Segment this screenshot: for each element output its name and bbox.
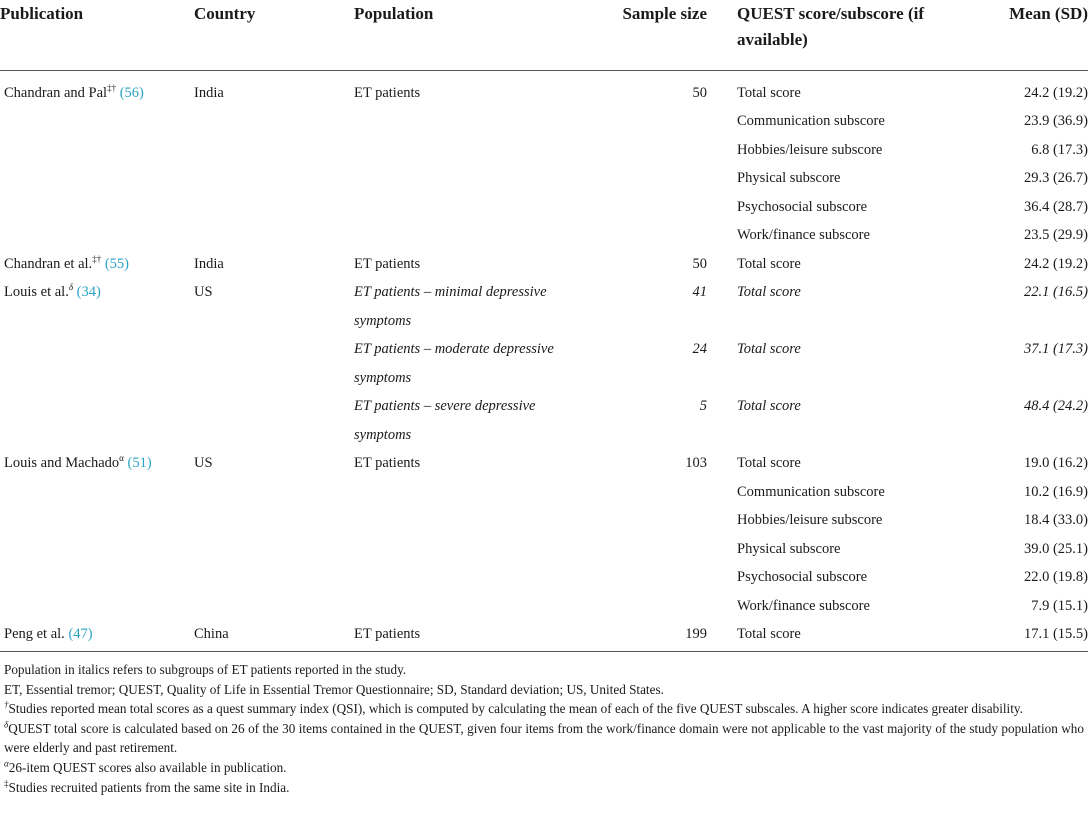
mean-cell: 24.2 (19.2) (1023, 255, 1088, 272)
table-row (0, 563, 1088, 592)
mean-cell: 22.0 (19.8) (1023, 569, 1088, 585)
mean-cell: 7.9 (15.1) (1031, 597, 1088, 614)
table-row (0, 136, 1088, 165)
sample-size-cell: 24 (692, 341, 707, 357)
mean-cell: 22.1 (16.5) (1023, 284, 1088, 300)
publication-cell: Peng et al. (47) (4, 626, 93, 642)
footnote: $^\delta$QUEST total score is calculated based on 26 of the 30 items contained in the QUEST, given four items from the work/finance domain were not applicable to the vast majority of the study population who were elderly and past retirement. (4, 719, 1084, 756)
header-sample-size: Sample size (622, 4, 707, 23)
citation-link[interactable]: (55) (104, 255, 129, 272)
score-cell: Hobbies/leisure subscore (737, 141, 883, 158)
sample-size-cell: 50 (692, 255, 707, 272)
country-cell: India (194, 84, 224, 101)
country-cell: India (194, 255, 224, 272)
country-cell: US (194, 284, 213, 300)
score-cell: Total score (737, 84, 801, 101)
mean-cell: 48.4 (24.2) (1023, 398, 1088, 414)
mean-cell: 17.1 (15.5) (1023, 626, 1088, 642)
publication-cell: Louis and Machado$^\alpha$ (51) (4, 453, 152, 471)
score-cell: Psychosocial subscore (737, 569, 868, 585)
mean-cell: 37.1 (17.3) (1023, 341, 1088, 357)
population-cell: ET patients (354, 255, 421, 272)
header-mean-sd: Mean (SD) (1009, 4, 1088, 23)
score-cell: Work/finance subscore (737, 597, 870, 614)
table-row (0, 478, 1088, 507)
header-population: Population (354, 4, 434, 23)
mean-cell: 18.4 (33.0) (1023, 512, 1088, 528)
score-cell: Hobbies/leisure subscore (737, 512, 883, 528)
score-cell: Total score (737, 455, 801, 471)
publication-cell: Chandran and Pal‡† (56) (4, 82, 144, 101)
mean-cell: 29.3 (26.7) (1023, 170, 1088, 186)
mean-cell: 6.8 (17.3) (1031, 141, 1088, 158)
sample-size-cell: 199 (685, 626, 707, 642)
sample-size-cell: 50 (692, 84, 707, 101)
mean-cell: 23.9 (36.9) (1023, 113, 1088, 129)
population-cell: ET patients (354, 626, 421, 642)
mean-cell: 10.2 (16.9) (1023, 483, 1088, 500)
citation-link[interactable]: (51) (127, 455, 152, 471)
header-row (0, 0, 1088, 70)
score-cell: Total score (737, 341, 801, 357)
score-cell: Total score (737, 284, 801, 300)
table-row (0, 221, 1088, 250)
footnote: Population in italics refers to subgroups of ET patients reported in the study. (4, 662, 407, 677)
table-footnotes (4, 660, 1084, 797)
citation-link[interactable]: (34) (76, 284, 101, 300)
footnote: ET, Essential tremor; QUEST, Quality of Life in Essential Tremor Questionnaire; SD, Standard deviation; US, United States. (4, 681, 664, 697)
score-cell: Psychosocial subscore (737, 198, 868, 215)
score-cell: Physical subscore (737, 540, 841, 557)
population-cell: ET patients – severe depressive symptoms (354, 398, 536, 443)
population-cell: ET patients – minimal depressive symptoms (354, 284, 547, 329)
table-row (0, 164, 1088, 193)
mean-cell: 36.4 (28.7) (1023, 198, 1088, 215)
mean-cell: 23.5 (29.9) (1023, 227, 1088, 243)
table-row (0, 278, 1088, 335)
citation-link[interactable]: (47) (68, 626, 93, 642)
table-row (0, 193, 1088, 222)
table-row (0, 449, 1088, 478)
population-cell: ET patients – moderate depressive symptoms (354, 341, 554, 386)
table-row (0, 535, 1088, 564)
score-cell: Communication subscore (737, 483, 885, 500)
score-cell: Work/finance subscore (737, 227, 870, 243)
footnote: $^\alpha$26-item QUEST scores also available in publication. (4, 758, 287, 775)
table-row (0, 392, 1088, 449)
publication-cell: Chandran et al.‡† (55) (4, 253, 129, 272)
country-cell: US (194, 455, 213, 471)
sample-size-cell: 41 (692, 284, 707, 300)
table-row (0, 506, 1088, 535)
population-cell: ET patients (354, 455, 421, 471)
header-publication: Publication (0, 4, 84, 23)
mean-cell: 19.0 (16.2) (1023, 455, 1088, 471)
mean-cell: 24.2 (19.2) (1023, 84, 1088, 101)
citation-link[interactable]: (56) (119, 84, 144, 101)
publication-cell: Louis et al.$^\delta$ (34) (4, 282, 101, 300)
mean-cell: 39.0 (25.1) (1023, 540, 1088, 557)
footnote: †Studies reported mean total scores as a quest summary index (QSI), which is computed by calculating the mean of each of the five QUEST subscales. A higher score indicates greater disability. (4, 699, 1023, 717)
table-row (0, 335, 1088, 392)
table-row (0, 107, 1088, 136)
table-row (0, 250, 1088, 279)
score-cell: Total score (737, 626, 801, 642)
population-cell: ET patients (354, 84, 421, 101)
score-cell: Total score (737, 398, 801, 414)
sample-size-cell: 103 (685, 455, 707, 471)
table-row (0, 592, 1088, 621)
footnote: ‡Studies recruited patients from the same site in India. (4, 778, 290, 795)
table-row (0, 620, 1088, 651)
score-cell: Total score (737, 255, 801, 272)
sample-size-cell: 5 (699, 398, 707, 414)
header-quest-score: QUEST score/subscore (if available) (737, 4, 925, 49)
country-cell: China (194, 626, 229, 642)
table-row (0, 70, 1088, 107)
score-cell: Physical subscore (737, 170, 841, 186)
score-cell: Communication subscore (737, 113, 885, 129)
header-country: Country (194, 4, 256, 23)
